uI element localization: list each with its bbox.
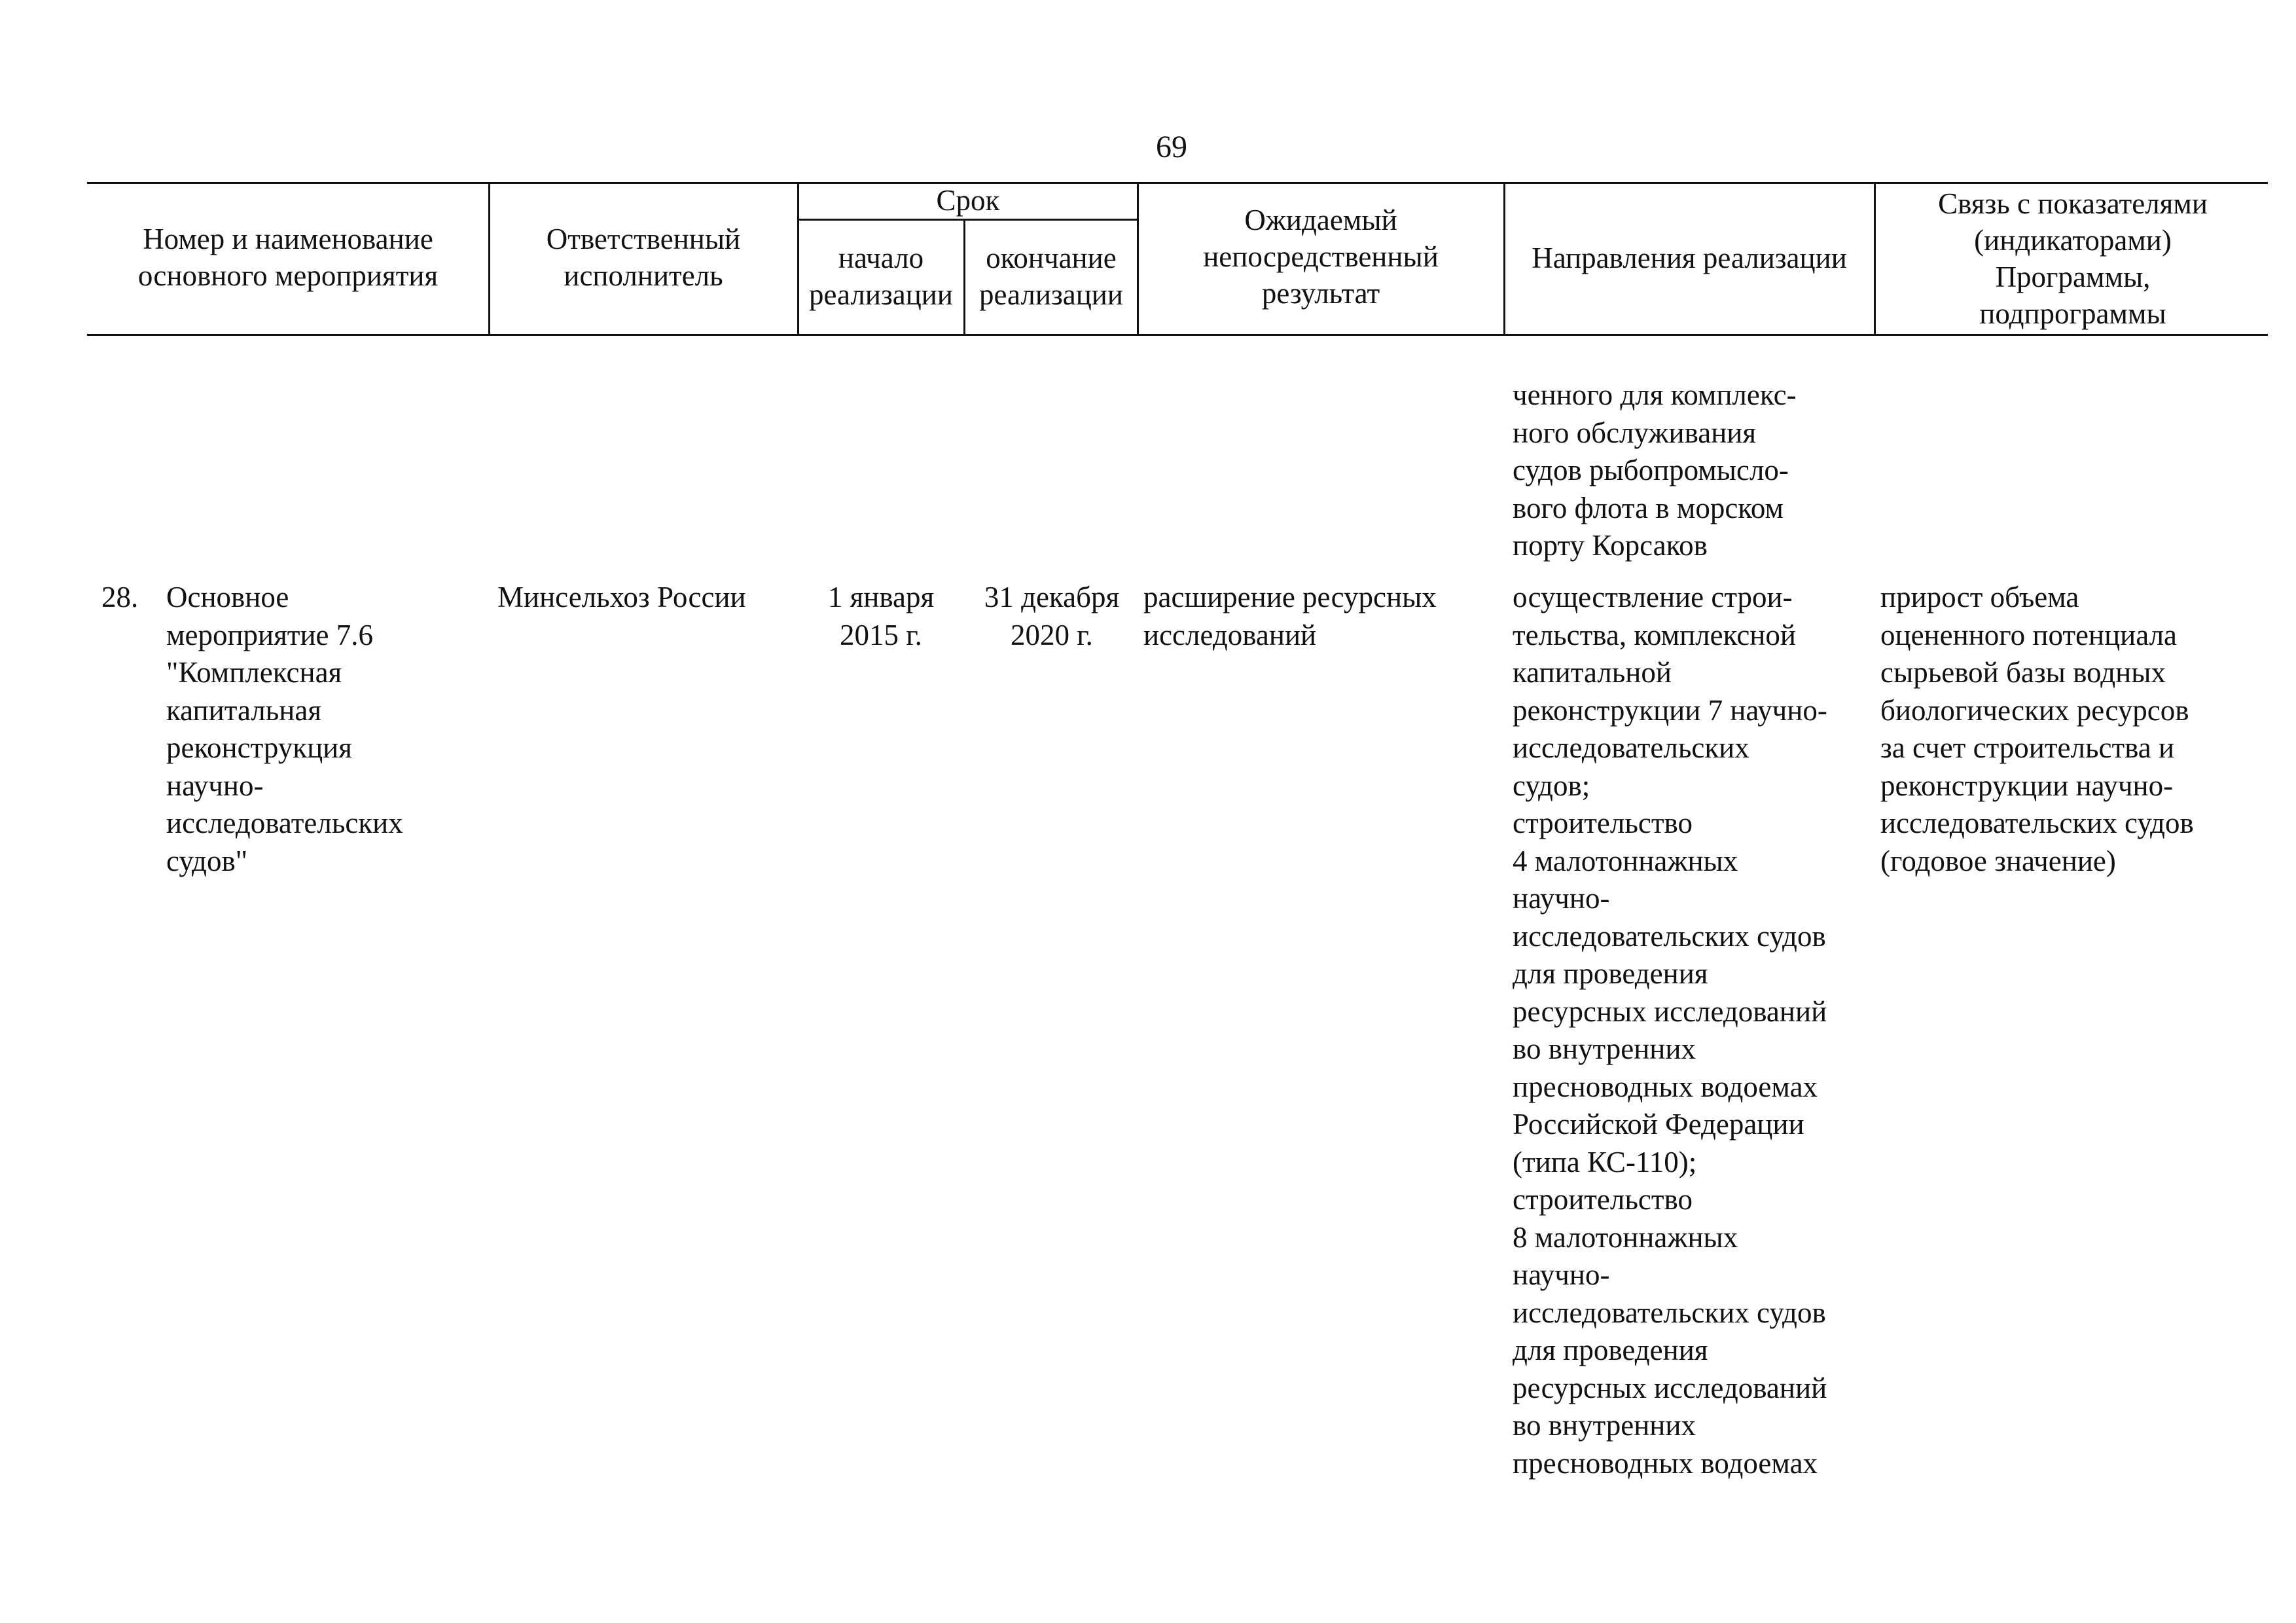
col-divider-5 bbox=[1503, 182, 1505, 336]
indicator-link: прирост объема оцененного потенциала сырьевой базы водных биологических ресурсов за счет строительства и реконструкции научно- исследовательских судов (годовое значение) bbox=[1880, 581, 2194, 877]
col-divider-3 bbox=[963, 219, 965, 336]
header-end: окончание реализации bbox=[979, 242, 1123, 311]
col-divider-6 bbox=[1874, 182, 1876, 336]
header-directions: Направления реализации bbox=[1532, 242, 1847, 274]
implementation-directions: осуществление строи- тельства, комплексной капитальной реконструкции 7 научно- исследовательских судов; строительство 4 малотоннажных научно- исследовательских судов для проведения ресурсных исследований во внутренних пресноводных водоемах Российской Федерации (типа КС-110); строительство 8 малотоннажных научно- исследовательских судов для проведения ресурсных исследований во внутренних пресноводных водоемах bbox=[1513, 581, 1827, 1480]
header-indicators: Связь с показателями (индикаторами) Программы, подпрограммы bbox=[1938, 187, 2208, 330]
continuation-directions: ченного для комплекс- ного обслуживания судов рыбопромысло- вого флота в морском порту Корсаков bbox=[1513, 378, 1797, 562]
responsible-executor: Минсельхоз России bbox=[497, 581, 746, 613]
header-start: начало реализации bbox=[809, 242, 953, 311]
srok-divider-rule bbox=[797, 219, 1138, 221]
col-divider-1 bbox=[488, 182, 490, 336]
header-top-rule bbox=[87, 182, 2268, 184]
col-divider-2 bbox=[797, 182, 799, 336]
end-date: 31 декабря 2020 г. bbox=[984, 581, 1120, 651]
col-divider-4 bbox=[1137, 182, 1139, 336]
row-number: 28. bbox=[101, 581, 139, 613]
header-executor: Ответственный исполнитель bbox=[546, 223, 741, 292]
expected-result: расширение ресурсных исследований bbox=[1143, 581, 1437, 651]
header-srok: Срок bbox=[936, 184, 1000, 217]
start-date: 1 января 2015 г. bbox=[827, 581, 935, 651]
page-number: 69 bbox=[1156, 130, 1187, 164]
header-expected-result: Ожидаемый непосредственный результат bbox=[1203, 204, 1439, 310]
header-measure-name: Номер и наименование основного мероприятия bbox=[137, 223, 439, 292]
header-bottom-rule bbox=[87, 334, 2268, 336]
measure-name: Основное мероприятие 7.6 "Комплексная капитальная реконструкция научно- исследовательских судов" bbox=[166, 581, 403, 877]
